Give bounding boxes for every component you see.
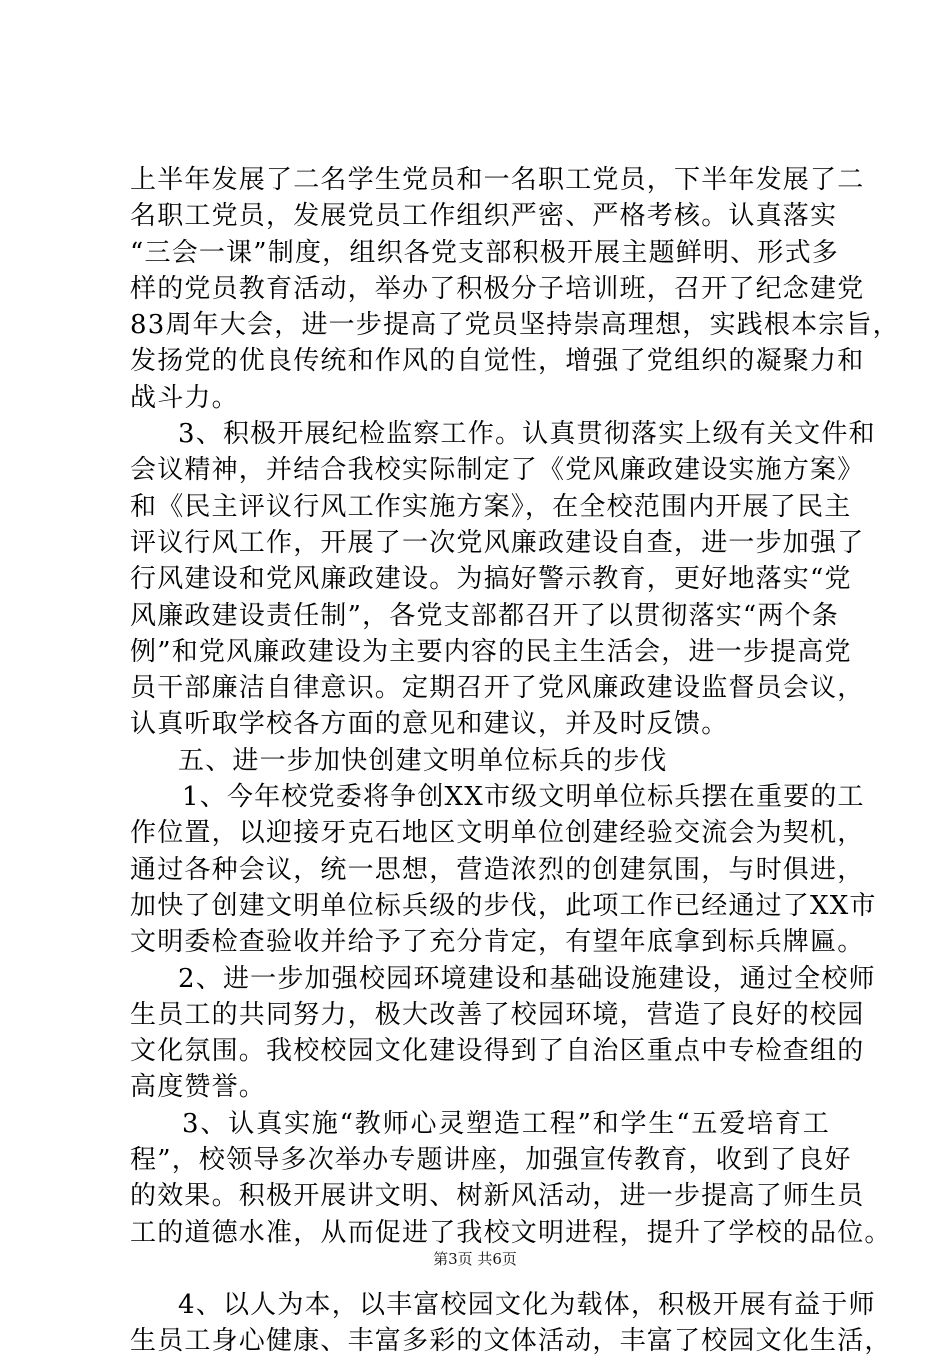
text-line: 工的道德水准，从而促进了我校文明进程，提升了学校的品位。	[130, 1217, 892, 1248]
text-line: 3、认真实施“教师心灵塑造工程”和学生“五爱培育工	[182, 1108, 830, 1139]
text-line: 1、今年校党委将争创XX市级文明单位标兵摆在重要的工	[182, 782, 865, 813]
text-line: 的效果。积极开展讲文明、树新风活动，进一步提高了师生员	[130, 1181, 865, 1212]
text-line: 4、以人为本，以丰富校园文化为载体，积极开展有益于师	[178, 1289, 876, 1320]
text-line: 通过各种会议，统一思想，营造浓烈的创建氛围，与时俱进，	[130, 854, 865, 885]
text-line: 评议行风工作，开展了一次党风廉政建设自查，进一步加强了	[130, 527, 865, 558]
section-heading: 五、进一步加快创建文明单位标兵的步伐	[178, 745, 668, 776]
text-line: 战斗力。	[130, 382, 239, 413]
text-line: 上半年发展了二名学生党员和一名职工党员，下半年发展了二	[130, 165, 865, 195]
text-line: 程”，校领导多次举办专题讲座，加强宣传教育，收到了良好	[130, 1145, 852, 1176]
text-line: 和《民主评议行风工作实施方案》，在全校范围内开展了民主	[130, 491, 852, 522]
text-line: 作位置，以迎接牙克石地区文明单位创建经验交流会为契机，	[130, 818, 865, 849]
text-line: 风廉政建设责任制”，各党支部都召开了以贯彻落实“两个条	[130, 600, 839, 631]
text-line: 文明委检查验收并给予了充分肯定，有望年底拿到标兵牌匾。	[130, 927, 865, 958]
text-line: 2、进一步加强校园环境建设和基础设施建设，通过全校师	[178, 963, 876, 994]
document-body	[130, 162, 900, 1360]
text-line: 发扬党的优良传统和作风的自觉性，增强了党组织的凝聚力和	[130, 346, 865, 377]
text-line: 样的党员教育活动，举办了积极分子培训班，召开了纪念建党	[130, 273, 865, 304]
text-line: 83周年大会，进一步提高了党员坚持崇高理想，实践根本宗旨，	[130, 310, 900, 341]
text-line: 生员工的共同努力，极大改善了校园环境，营造了良好的校园	[130, 999, 865, 1030]
text-line: 生员工身心健康、丰富多彩的文体活动，丰富了校园文化生活，	[130, 1326, 892, 1357]
text-line: 3、积极开展纪检监察工作。认真贯彻落实上级有关文件和	[178, 419, 876, 450]
text-line: “三会一课”制度，组织各党支部积极开展主题鲜明、形式多	[130, 237, 839, 268]
text-line: 加快了创建文明单位标兵级的步伐，此项工作已经通过了XX市	[130, 890, 877, 921]
text-line: 例”和党风廉政建设为主要内容的民主生活会，进一步提高党	[130, 636, 852, 667]
text-line: 高度赞誉。	[130, 1072, 267, 1103]
text-line: 员干部廉洁自律意识。定期召开了党风廉政建设监督员会议，	[130, 673, 865, 704]
text-line: 文化氛围。我校校园文化建设得到了自治区重点中专检查组的	[130, 1036, 865, 1067]
text-line: 会议精神，并结合我校实际制定了《党风廉政建设实施方案》	[130, 455, 865, 486]
page-footer: 第3页 共6页	[433, 1250, 517, 1268]
text-line: 名职工党员，发展党员工作组织严密、严格考核。认真落实	[130, 201, 838, 232]
text-line: 行风建设和党风廉政建设。为搞好警示教育，更好地落实“党	[130, 564, 852, 595]
text-line: 认真听取学校各方面的意见和建议，并及时反馈。	[130, 709, 729, 740]
